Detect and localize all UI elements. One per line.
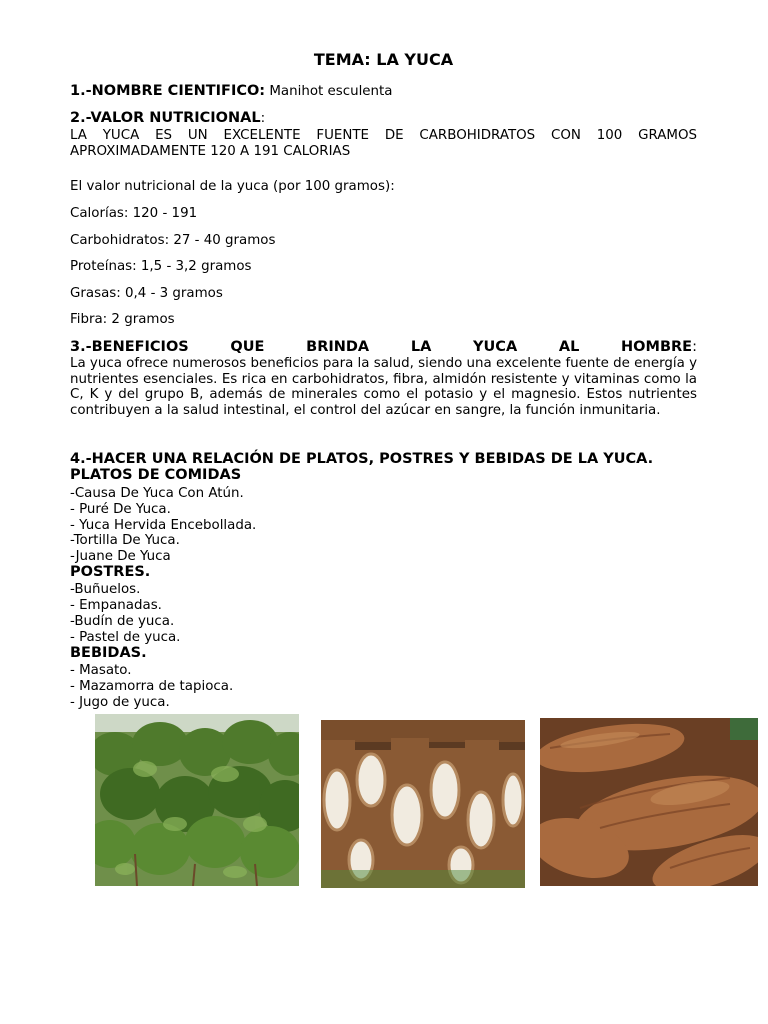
section2-heading-line bbox=[70, 110, 265, 126]
cassava-closeup-photo bbox=[540, 718, 758, 886]
scientific-name-value: Manihot esculenta bbox=[269, 84, 393, 99]
heading-word: 3.-BENEFICIOS bbox=[70, 339, 189, 355]
heading-word: YUCA bbox=[473, 339, 518, 355]
platos-heading: PLATOS DE COMIDAS bbox=[70, 467, 242, 483]
section3-heading bbox=[70, 339, 697, 355]
heading-word: LA bbox=[410, 339, 432, 355]
postre-item: -Budín de yuca. bbox=[70, 614, 175, 629]
heading-word: QUE bbox=[230, 339, 265, 355]
section1-heading: 1.-NOMBRE CIENTIFICO: bbox=[70, 83, 266, 99]
section3-colon: : bbox=[692, 339, 697, 355]
bebida-item: - Masato. bbox=[70, 663, 132, 678]
heading-word: AL bbox=[558, 339, 580, 355]
section2-intro: LA YUCA ES UN EXCELENTE FUENTE DE CARBOHIDRATOS CON 100 GRAMOS APROXIMADAMENTE 120 A 191 CALORIAS bbox=[70, 128, 697, 159]
document-title: TEMA: LA YUCA bbox=[313, 50, 454, 69]
heading-word: BRINDA bbox=[306, 339, 370, 355]
plato-item: -Causa De Yuca Con Atún. bbox=[70, 486, 244, 501]
scientific-name-line bbox=[70, 83, 393, 99]
cassava-roots-photo bbox=[321, 720, 525, 888]
postres-heading: POSTRES. bbox=[70, 564, 151, 580]
bebida-item: - Jugo de yuca. bbox=[70, 695, 170, 710]
bebidas-heading: BEBIDAS. bbox=[70, 645, 147, 661]
postre-item: - Empanadas. bbox=[70, 598, 162, 613]
nutrition-item: Calorías: 120 - 191 bbox=[70, 206, 198, 221]
section2-heading: 2.-VALOR NUTRICIONAL bbox=[70, 110, 261, 126]
nutrition-item: Fibra: 2 gramos bbox=[70, 312, 175, 327]
benefits-paragraph: La yuca ofrece numerosos beneficios para la salud, siendo una excelente fuente de energía y nutrientes esenciales. Es rica en carbohidratos, fibra, almidón resistente y vitaminas como la C, K y del grupo B, además de minerales como el potasio y el magnesio. Estos nutrientes contribuyen a la salud intestinal, el control del azúcar en sangre, la función inmunitaria. bbox=[70, 356, 697, 418]
plato-item: -Juane De Yuca bbox=[70, 549, 171, 564]
postre-item: -Buñuelos. bbox=[70, 582, 141, 597]
plato-item: - Yuca Hervida Encebollada. bbox=[70, 518, 257, 533]
cassava-plant-photo bbox=[95, 714, 299, 886]
section4-heading: 4.-HACER UNA RELACIÓN DE PLATOS, POSTRES Y BEBIDAS DE LA YUCA. bbox=[70, 451, 654, 467]
plato-item: - Puré De Yuca. bbox=[70, 502, 171, 517]
section2-colon: : bbox=[260, 111, 266, 126]
postre-item: - Pastel de yuca. bbox=[70, 630, 181, 645]
nutrition-item: Proteínas: 1,5 - 3,2 gramos bbox=[70, 259, 252, 274]
nutrition-item: Carbohidratos: 27 - 40 gramos bbox=[70, 233, 276, 248]
nutrition-subtitle: El valor nutricional de la yuca (por 100 gramos): bbox=[70, 179, 395, 194]
bebida-item: - Mazamorra de tapioca. bbox=[70, 679, 234, 694]
plato-item: -Tortilla De Yuca. bbox=[70, 533, 180, 548]
nutrition-item: Grasas: 0,4 - 3 gramos bbox=[70, 286, 223, 301]
heading-word: HOMBRE bbox=[621, 339, 693, 355]
